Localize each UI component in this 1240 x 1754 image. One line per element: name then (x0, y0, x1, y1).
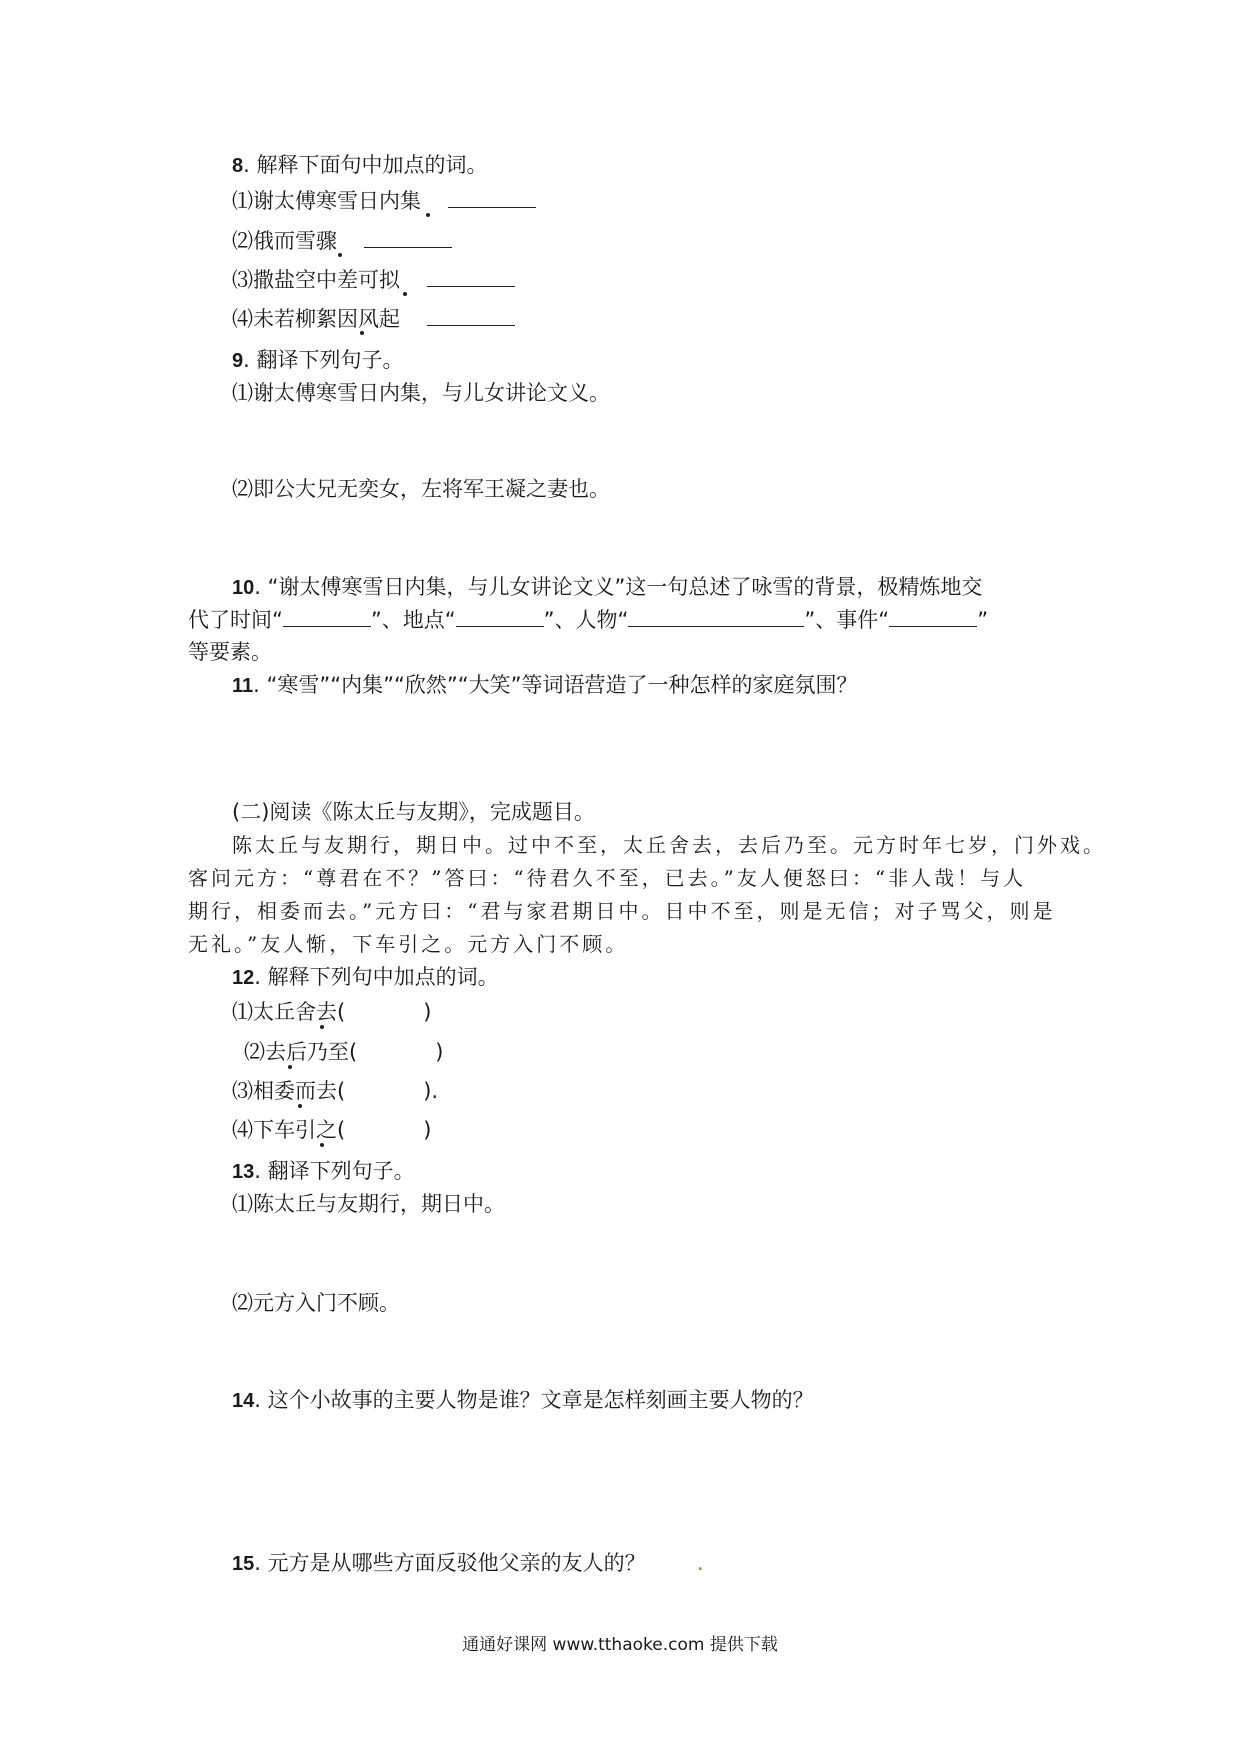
q8-item-2-blank[interactable] (364, 225, 452, 248)
q13-item-2-text: ⑵元方入门不顾。 (232, 1291, 400, 1315)
q15-prompt: . 元方是从哪些方面反驳他父亲的友人的？ (254, 1551, 646, 1575)
emphasis-dot (426, 213, 430, 217)
passage-line-2 (188, 863, 1026, 893)
q9-item-1-text: ⑴谢太傅寒雪日内集，与儿女讲论文义。 (232, 381, 610, 405)
q9-heading (232, 345, 403, 376)
q9-number: 9 (232, 350, 244, 372)
q8-heading (232, 150, 487, 181)
q8-item-1 (232, 185, 536, 216)
q10-number: 10 (232, 577, 255, 599)
q12-heading (232, 962, 499, 993)
q8-item-2 (232, 225, 452, 256)
q10-line-1 (232, 572, 982, 603)
q8-item-1-blank[interactable] (448, 185, 536, 208)
q15-mark: . (697, 1551, 704, 1575)
q10-line-2 (188, 604, 988, 635)
q8-item-2-text: ⑵俄而雪骤 (232, 229, 337, 253)
passage-line-3 (188, 896, 1055, 926)
emphasis-dot (298, 1104, 302, 1108)
q8-item-3 (232, 264, 515, 295)
q8-item-4 (232, 303, 515, 334)
q10-event-blank[interactable] (889, 604, 977, 627)
q14-prompt: . 这个小故事的主要人物是谁？文章是怎样刻画主要人物的？ (254, 1388, 814, 1412)
q8-prompt: . 解释下面句中加点的词。 (243, 153, 488, 177)
q9-item-2 (232, 474, 610, 504)
q10-text-2a: 代了时间“ (188, 608, 283, 632)
q13-prompt: . 翻译下列句子。 (254, 1159, 415, 1183)
q11-number: 11 (232, 675, 254, 697)
q8-item-4-blank[interactable] (427, 303, 515, 326)
q13-item-1 (232, 1189, 505, 1219)
passage-text-1: 陈太丘与友期行，期日中。过中不至，太丘舍去，去后乃至。元方时年七岁，门外戏。 (232, 833, 1106, 857)
q11-line (232, 670, 858, 701)
q13-heading (232, 1156, 415, 1187)
passage-line-1 (232, 830, 1106, 860)
q8-item-3-text: ⑶撒盐空中差可拟 (232, 268, 400, 292)
q10-text-2e: ” (977, 608, 989, 632)
emphasis-dot (338, 253, 342, 257)
q8-item-4-text: ⑷未若柳絮因风起 (232, 307, 400, 331)
q12-item-1-label: ⑴太丘舍去( (232, 1000, 346, 1024)
q8-item-1-text: ⑴谢太傅寒雪日内集 (232, 189, 421, 213)
q10-text-2d: ”、事件“ (804, 608, 890, 632)
q15-line (232, 1548, 646, 1579)
q11-prompt: . “寒雪”“内集”“欣然”“大笑”等词语营造了一种怎样的家庭氛围？ (253, 673, 858, 697)
q10-line-3 (188, 637, 272, 667)
q12-item-2-label: ⑵去后乃至( (244, 1040, 358, 1064)
passage-text-2: 客问元方：“尊君在不？”答曰：“待君久不至，已去。”友人便怒曰：“非人哉！与人 (188, 866, 1027, 890)
q13-item-2 (232, 1288, 400, 1318)
q12-prompt: . 解释下列句中加点的词。 (254, 965, 499, 989)
q15-stray-mark (697, 1548, 704, 1578)
q14-number: 14 (232, 1390, 255, 1412)
q12-item-2-close: ) (435, 1040, 444, 1064)
footer-text: 通通好课网 www.tthaoke.com 提供下载 (462, 1635, 778, 1655)
q10-text-1: . “谢太傅寒雪日内集，与儿女讲论文义”这一句总述了咏雪的背景，极精炼地交 (254, 575, 983, 599)
q14-line (232, 1385, 814, 1416)
q12-item-3 (232, 1076, 438, 1106)
q12-item-4-label: ⑷下车引之( (232, 1118, 346, 1142)
q12-item-1-close: ) (423, 1000, 432, 1024)
q15-number: 15 (232, 1553, 255, 1575)
emphasis-dot (360, 331, 364, 335)
section2-heading (232, 797, 595, 827)
page-footer (0, 1633, 1240, 1657)
q13-number: 13 (232, 1161, 255, 1183)
q12-item-2 (244, 1037, 443, 1067)
q10-text-2b: ”、地点“ (370, 608, 456, 632)
q12-item-1 (232, 997, 431, 1027)
q12-item-3-label: ⑶相委而去( (232, 1079, 346, 1103)
q10-text-2c: ”、人物“ (543, 608, 629, 632)
q9-item-2-text: ⑵即公大兄无奕女，左将军王凝之妻也。 (232, 477, 610, 501)
passage-text-3: 期行，相委而去。”元方曰：“君与家君期日中。日中不至，则是无信；对子骂父，则是 (188, 899, 1056, 923)
q12-item-3-close: ). (423, 1079, 439, 1103)
q12-item-4 (232, 1115, 431, 1145)
q9-item-1 (232, 378, 610, 408)
q13-item-1-text: ⑴陈太丘与友期行，期日中。 (232, 1192, 505, 1216)
q10-text-3: 等要素。 (188, 640, 272, 664)
q12-item-4-close: ) (423, 1118, 432, 1142)
emphasis-dot (320, 1143, 324, 1147)
passage-line-4 (188, 929, 628, 959)
emphasis-dot (320, 1025, 324, 1029)
passage-text-4: 无礼。”友人惭，下车引之。元方入门不顾。 (188, 932, 629, 956)
section2-heading-text: (二)阅读《陈太丘与友期》，完成题目。 (232, 800, 595, 824)
q8-item-3-blank[interactable] (427, 264, 515, 287)
q9-prompt: . 翻译下列句子。 (243, 348, 404, 372)
q10-time-blank[interactable] (283, 604, 371, 627)
q12-number: 12 (232, 967, 255, 989)
q8-number: 8 (232, 155, 244, 177)
emphasis-dot (403, 292, 407, 296)
emphasis-dot (288, 1065, 292, 1069)
q10-person-blank[interactable] (628, 604, 804, 627)
q10-place-blank[interactable] (456, 604, 544, 627)
